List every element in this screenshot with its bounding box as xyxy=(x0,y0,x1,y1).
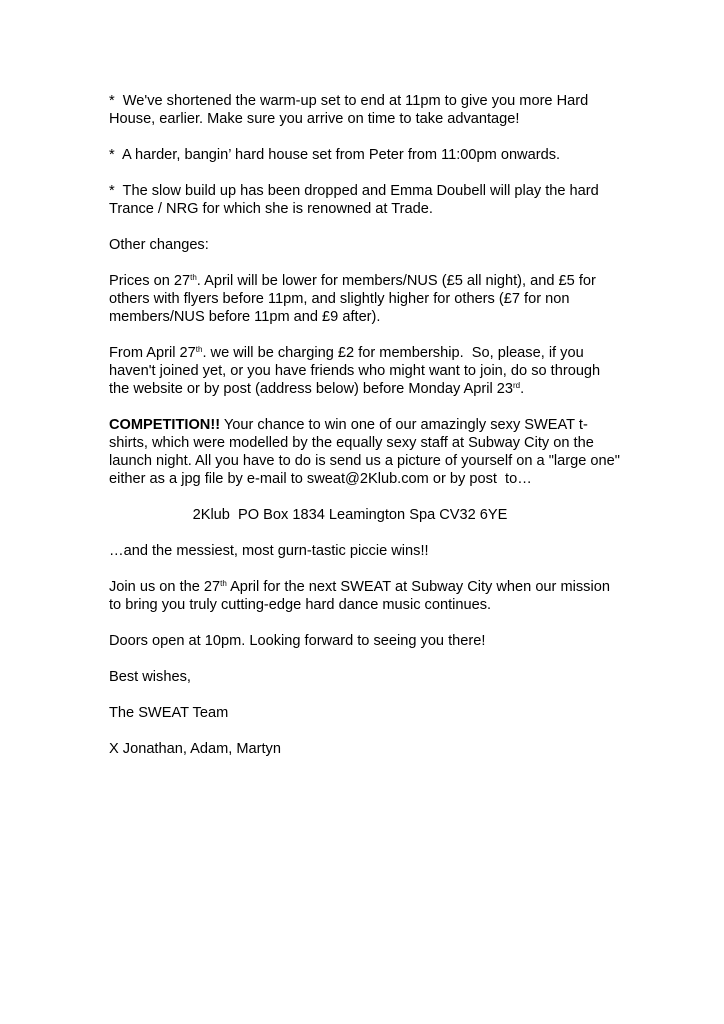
bullet-peter xyxy=(109,146,621,164)
bullet-text: The slow build up has been dropped and Emma Doubell will play the hard Trance / NRG for which she is renowned at Trade. xyxy=(109,183,603,217)
prices-ordinal: th xyxy=(190,273,197,282)
membership-paragraph xyxy=(109,344,621,398)
letter-body xyxy=(109,92,624,776)
competition-paragraph xyxy=(109,416,624,488)
bullet-text: A harder, bangin’ hard house set from Peter from 11:00pm onwards. xyxy=(114,147,561,163)
closing-line: Best wishes, xyxy=(109,669,191,685)
other-changes-heading: Other changes: xyxy=(109,237,209,253)
competition-text: Your chance to win one of our amazingly sexy SWEAT t-shirts, which were modelled by the equally sexy staff at Subway City on the launch night. All you have to do is send us a picture of yourself on a "large one" either as a jpg file by e-mail to sweat@2Klub.com or by post to… xyxy=(109,417,624,487)
doors-paragraph: Doors open at 10pm. Looking forward to seeing you there! xyxy=(109,633,486,649)
prices-text-a: Prices on 27 xyxy=(109,273,191,289)
membership-ordinal-1: th xyxy=(195,345,203,354)
bullet-star: * xyxy=(109,147,115,163)
prices-text-b: . April will be lower for members/NUS (£5 all night), and £5 for others with flyers before 11pm, and slightly higher for others (£7 for non members/NUS before 11pm and £9 after). xyxy=(109,273,596,325)
membership-text-c: . xyxy=(520,381,525,397)
postal-address: 2Klub PO Box 1834 Leamington Spa CV32 6YE xyxy=(192,507,508,523)
membership-text-b: . we will be charging £2 for membership. So, please, if you haven't joined yet, or you have friends who might want to join, do so through the website or by post (address below) before Monday April 23 xyxy=(109,345,605,397)
signature-names: X Jonathan, Adam, Martyn xyxy=(109,741,281,757)
join-ordinal: th xyxy=(220,579,227,588)
membership-ordinal-2: rd xyxy=(512,381,521,390)
bullet-star: * xyxy=(109,93,115,109)
join-paragraph xyxy=(109,578,621,614)
join-text-a: Join us on the 27 xyxy=(109,579,221,595)
signoff-line: The SWEAT Team xyxy=(109,705,229,721)
bullet-warmup xyxy=(109,92,621,128)
bullet-text: We've shortened the warm-up set to end at 11pm to give you more Hard House, earlier. Make sure you arrive on time to take advantage! xyxy=(109,93,593,127)
prices-paragraph xyxy=(109,272,621,326)
messiest-paragraph: …and the messiest, most gurn-tastic piccie wins!! xyxy=(109,543,429,559)
join-text-b: April for the next SWEAT at Subway City when our mission to bring you truly cutting-edge hard dance music continues. xyxy=(109,579,610,613)
membership-text-a: From April 27 xyxy=(109,345,196,361)
competition-heading: COMPETITION!! xyxy=(109,417,221,433)
bullet-emma xyxy=(109,182,621,218)
bullet-star: * xyxy=(109,183,115,199)
